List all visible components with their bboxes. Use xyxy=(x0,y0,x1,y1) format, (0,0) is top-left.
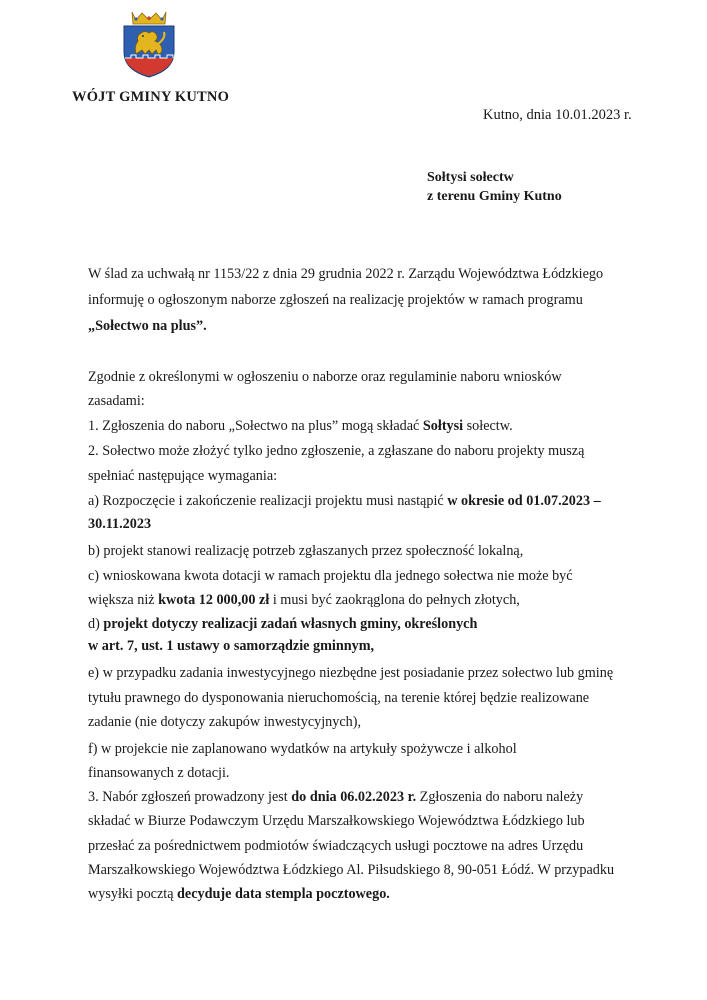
kutno-coat-of-arms-icon xyxy=(118,8,180,78)
point-e: e) w przypadku zadania inwestycyjnego niezbędne jest posiadanie przez sołectwo lub gminę xyxy=(88,665,614,681)
body-line: składać w Biurze Podawczym Urzędu Marszałkowskiego Województwa Łódzkiego lub xyxy=(88,813,585,829)
text-span: d) xyxy=(88,616,104,632)
point-b: b) projekt stanowi realizację potrzeb zgłaszanych przez społeczność lokalną, xyxy=(88,543,524,559)
point-c-cont xyxy=(88,592,520,609)
body-line: tytułu prawnego do dysponowania nieruchomością, na terenie której będzie realizowane xyxy=(88,690,590,706)
bold-span: w okresie od 01.07.2023 – xyxy=(447,493,601,509)
body-line: W ślad za uchwałą nr 1153/22 z dnia 29 grudnia 2022 r. Zarządu Województwa Łódzkiego xyxy=(88,266,604,282)
text-span: Zgłoszenia do naboru należy xyxy=(416,789,584,805)
body-line: w art. 7, ust. 1 ustawy o samorządzie gminnym, xyxy=(88,638,375,654)
body-line: finansowanych z dotacji. xyxy=(88,765,230,781)
text-span: 3. Nabór zgłoszeń prowadzony jest xyxy=(88,789,292,805)
text-span: 1. Zgłoszenia do naboru „Sołectwo na plus” mogą składać xyxy=(88,418,423,434)
body-line: przesłać za pośrednictwem podmiotów świadczących usługi pocztowe na adres Urzędu xyxy=(88,838,584,854)
bold-span: Sołtysi xyxy=(422,418,464,434)
body-line: spełniać następujące wymagania: xyxy=(88,468,278,484)
recipient-line-2: z terenu Gminy Kutno xyxy=(427,189,562,204)
text-span: i musi być zaokrąglona do pełnych złotych, xyxy=(269,592,520,608)
letter-date: Kutno, dnia 10.01.2023 r. xyxy=(483,107,632,123)
point-3 xyxy=(88,789,583,806)
point-1 xyxy=(88,418,513,435)
body-line: Zgodnie z określonymi w ogłoszeniu o naborze oraz regulaminie naboru wniosków xyxy=(88,369,562,385)
bold-span: projekt dotyczy realizacji zadań własnych gminy, określonych xyxy=(103,616,478,632)
text-span: a) Rozpoczęcie i zakończenie realizacji projektu musi nastąpić xyxy=(88,493,448,509)
point-a xyxy=(88,493,601,510)
bold-span: kwota 12 000,00 zł xyxy=(158,592,270,608)
text-span: wysyłki pocztą xyxy=(88,886,178,902)
bold-span: do dnia 06.02.2023 r. xyxy=(291,789,417,805)
recipient-line-1: Sołtysi sołectw xyxy=(427,170,514,185)
body-line: informuję o ogłoszonym naborze zgłoszeń na realizację projektów w ramach programu xyxy=(88,292,583,308)
point-c: c) wnioskowana kwota dotacji w ramach projektu dla jednego sołectwa nie może być xyxy=(88,568,573,584)
body-line: 30.11.2023 xyxy=(88,516,152,532)
point-d xyxy=(88,616,477,633)
body-line: zasadami: xyxy=(88,393,145,409)
authority-name: WÓJT GMINY KUTNO xyxy=(72,89,230,105)
point-f: f) w projekcie nie zaplanowano wydatków na artykuły spożywcze i alkohol xyxy=(88,741,517,757)
point-3-end xyxy=(88,886,390,903)
body-line: zadanie (nie dotyczy zakupów inwestycyjnych), xyxy=(88,714,362,730)
body-line: 2. Sołectwo może złożyć tylko jedno zgłoszenie, a zgłaszane do naboru projekty muszą xyxy=(88,443,585,459)
bold-span: decyduje data stempla pocztowego. xyxy=(177,886,390,902)
program-name: „Sołectwo na plus”. xyxy=(88,318,207,334)
text-span: sołectw. xyxy=(463,418,513,434)
body-line: Marszałkowskiego Województwa Łódzkiego Al. Piłsudskiego 8, 90-051 Łódź. W przypadku xyxy=(88,862,615,878)
text-span: większa niż xyxy=(88,592,159,608)
